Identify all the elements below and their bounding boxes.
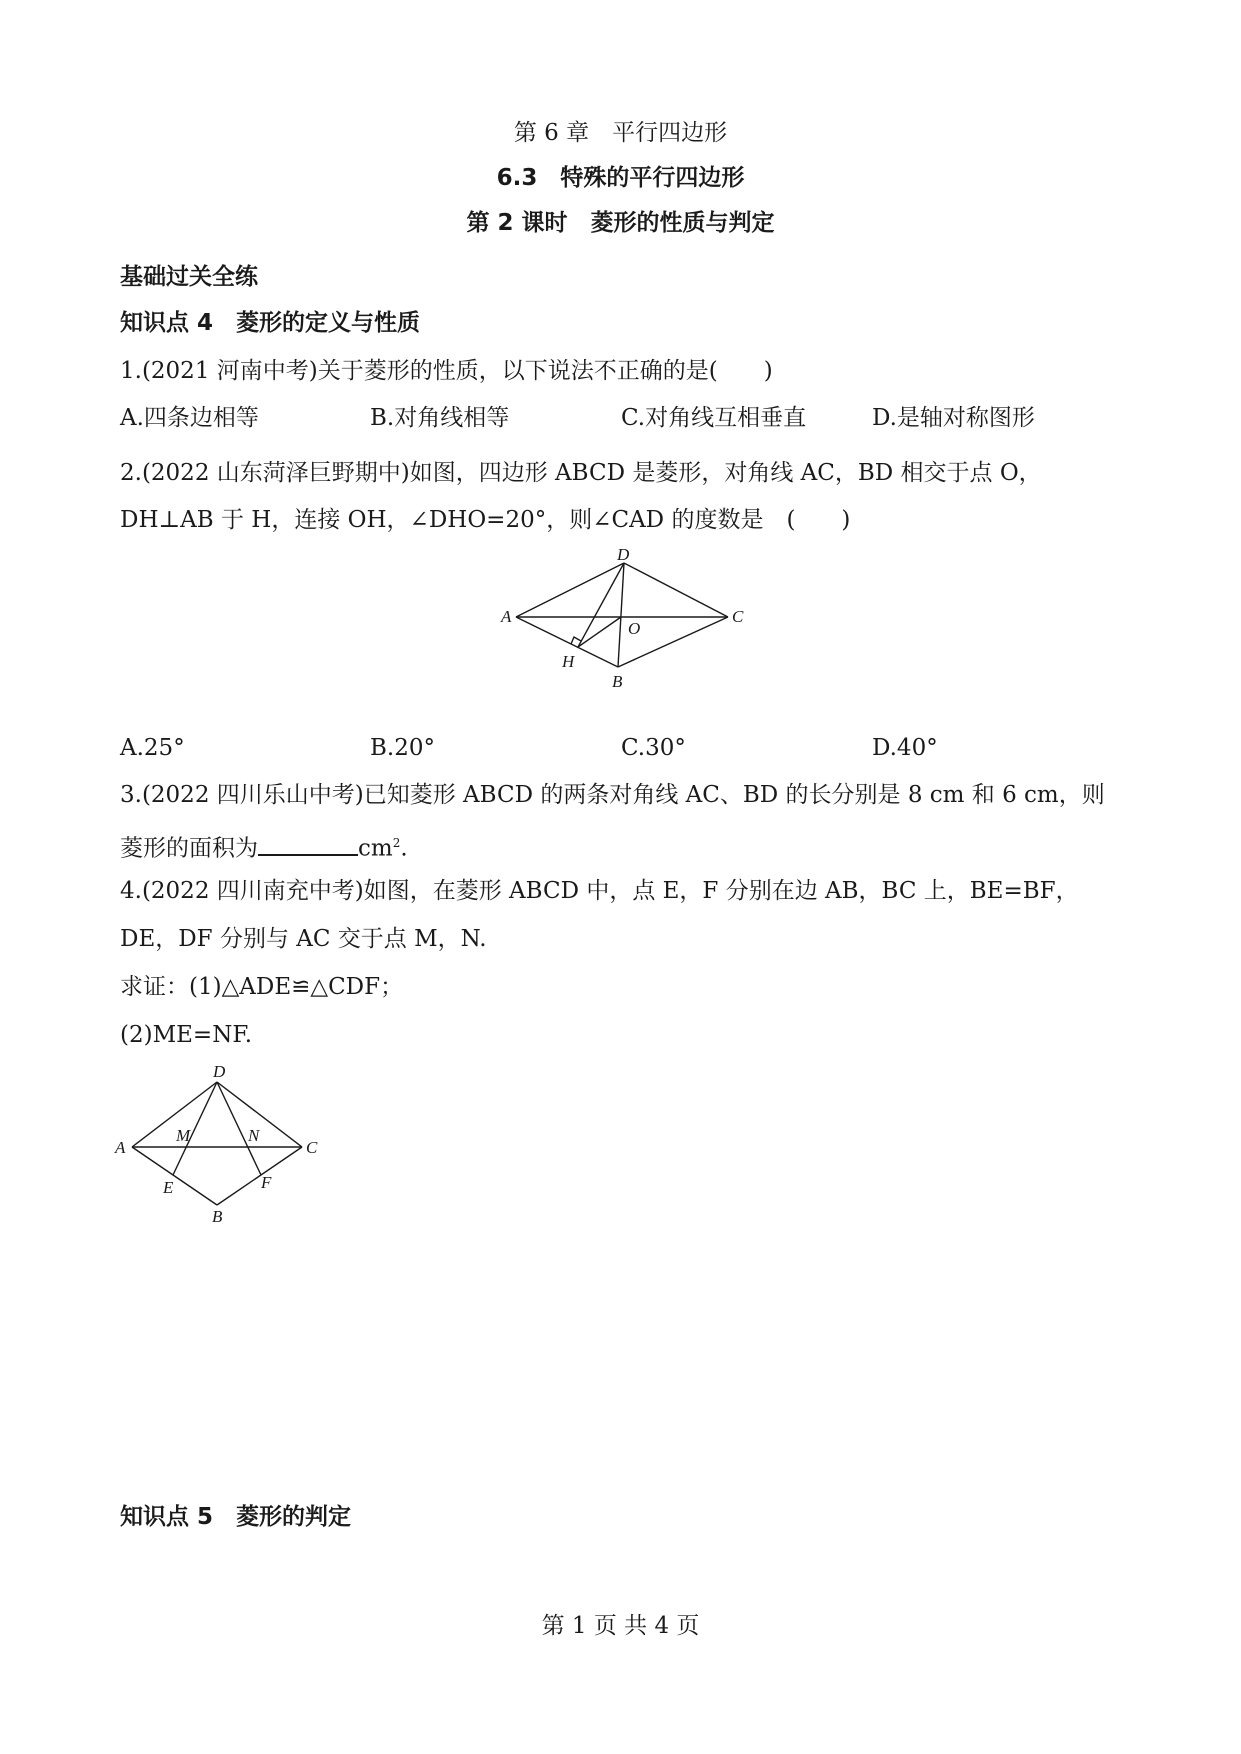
side-dc <box>217 1082 302 1147</box>
side-cb <box>217 1147 302 1205</box>
label-b: B <box>612 672 623 691</box>
question-4-rhombus-figure <box>112 1062 332 1232</box>
label-h: H <box>562 652 575 671</box>
chapter-title: 第 6 章 平行四边形 <box>513 120 728 146</box>
knowledge-point-4-title: 知识点 4 菱形的定义与性质 <box>120 310 421 336</box>
lesson-title: 第 2 课时 菱形的性质与判定 <box>466 210 775 236</box>
label-b: B <box>212 1207 223 1226</box>
question-3-unit: cm <box>358 835 393 862</box>
label-d: D <box>617 546 630 564</box>
label-e: E <box>163 1178 174 1197</box>
question-4-proof-part-1: 求证：(1)△ADE≌△CDF； <box>120 974 404 1000</box>
label-a: A <box>115 1138 126 1157</box>
knowledge-point-5-title: 知识点 5 菱形的判定 <box>120 1504 352 1530</box>
side-ad <box>516 563 624 617</box>
question-1-option-c: C.对角线互相垂直 <box>621 405 807 431</box>
segment-oh <box>578 617 621 647</box>
question-4-line-2: DE，DF 分别与 AC 交于点 M，N. <box>120 926 487 952</box>
side-dc <box>624 563 728 617</box>
question-3-line-2 <box>120 828 408 864</box>
question-2-option-a: A.25° <box>120 735 185 761</box>
question-3-unit-exponent: 2 <box>392 836 401 850</box>
label-m: M <box>176 1126 191 1145</box>
label-c: C <box>306 1138 318 1157</box>
question-2-option-b: B.20° <box>370 735 435 761</box>
question-4-line-1: 4.(2022 四川南充中考)如图，在菱形 ABCD 中，点 E，F 分别在边 AB，BC 上，BE=BF， <box>120 878 1079 904</box>
question-2-stem-line-1: 2.(2022 山东菏泽巨野期中)如图，四边形 ABCD 是菱形，对角线 AC，BD 相交于点 O， <box>120 460 1042 486</box>
label-a: A <box>501 607 512 626</box>
question-1-option-a: A.四条边相等 <box>120 405 259 431</box>
label-n: N <box>248 1126 260 1145</box>
question-1-stem: 1.(2021 河南中考)关于菱形的性质，以下说法不正确的是( ) <box>120 358 773 384</box>
question-1-option-d: D.是轴对称图形 <box>872 405 1035 431</box>
label-f: F <box>261 1173 272 1192</box>
side-ad <box>132 1082 217 1147</box>
answer-blank[interactable] <box>258 832 358 856</box>
question-4-proof-part-2: (2)ME=NF. <box>120 1022 253 1048</box>
question-2-option-d: D.40° <box>872 735 938 761</box>
part-title: 基础过关全练 <box>120 264 258 290</box>
label-c: C <box>732 607 744 626</box>
page-footer: 第 1 页 共 4 页 <box>541 1613 700 1639</box>
diagonal-bd <box>618 563 624 667</box>
label-o: O <box>628 619 641 638</box>
question-2-stem-line-2: DH⊥AB 于 H，连接 OH，∠DHO=20°，则∠CAD 的度数是 ( ) <box>120 507 851 533</box>
question-3-text: 菱形的面积为 <box>120 835 258 862</box>
segment-dh <box>578 563 624 647</box>
question-1-option-b: B.对角线相等 <box>370 405 510 431</box>
section-title: 6.3 特殊的平行四边形 <box>496 165 745 191</box>
question-2-option-c: C.30° <box>621 735 686 761</box>
question-3-period: . <box>400 835 408 862</box>
label-d: D <box>213 1062 226 1081</box>
question-3-line-1: 3.(2022 四川乐山中考)已知菱形 ABCD 的两条对角线 AC、BD 的长分别是 8 cm 和 6 cm，则 <box>120 782 1105 808</box>
question-2-rhombus-figure <box>498 546 748 694</box>
side-ba <box>132 1147 217 1205</box>
